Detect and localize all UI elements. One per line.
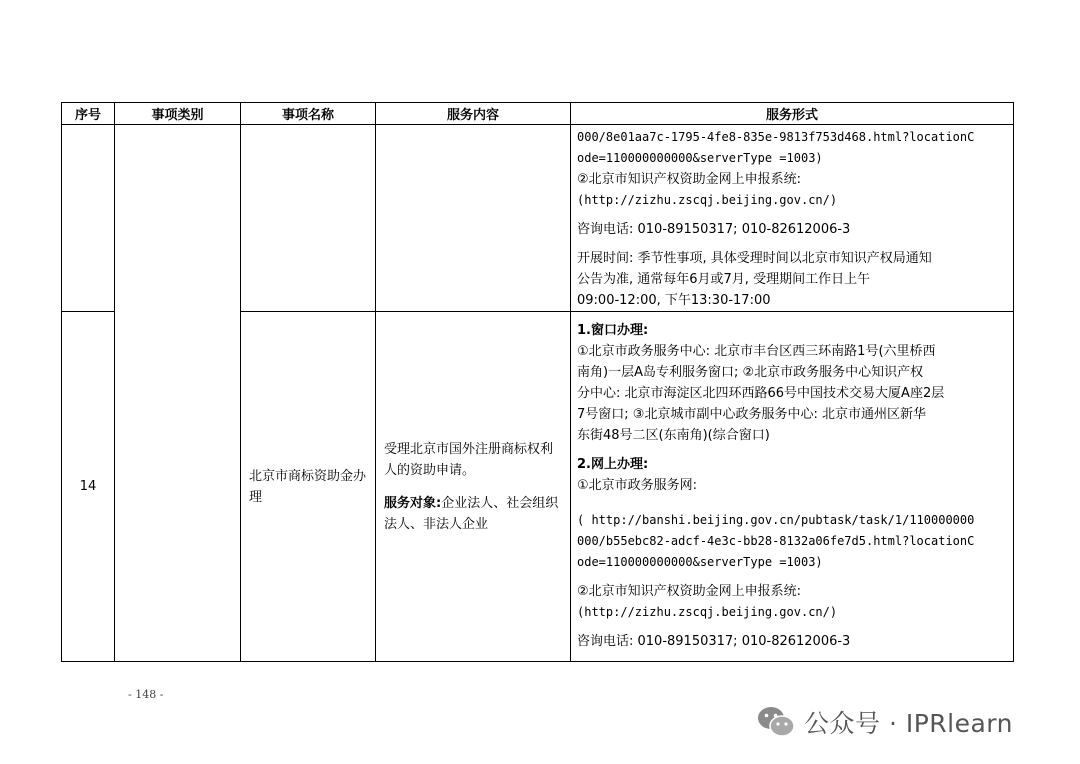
window-service-heading: 1.窗口办理: — [577, 323, 649, 338]
service-table — [61, 102, 1014, 662]
row1-content — [376, 125, 571, 312]
online-url-line-1: ( http://banshi.beijing.gov.cn/pubtask/task/1/110000000 — [577, 513, 975, 527]
row2-content-cell — [376, 312, 571, 662]
table-row — [62, 125, 1014, 312]
window-service-line-5: 东街48号二区(东南角)(综合窗口) — [577, 428, 770, 443]
category-cell — [115, 125, 241, 662]
row2-service-target — [376, 493, 570, 535]
row1-form-cell — [571, 125, 1014, 312]
row1-index — [62, 125, 115, 312]
header-form: 服务形式 — [571, 103, 1014, 125]
row1-time-line-2: 公告为准, 通常每年6月或7月, 受理期间工作日上午 — [577, 272, 871, 287]
watermark-text: 公众号 · IPRlearn — [804, 709, 1013, 738]
online-url-line-3: ode=110000000000&serverType =1003) — [577, 555, 823, 569]
row1-url-line-2: ode=110000000000&serverType =1003) — [577, 151, 823, 165]
row2-index: 14 — [62, 312, 115, 662]
row2-name-cell — [241, 312, 376, 662]
online-service-heading: 2.网上办理: — [577, 457, 649, 472]
row2-form-cell — [571, 312, 1014, 662]
header-index: 序号 — [62, 103, 115, 125]
row2-system-title: ②北京市知识产权资助金网上申报系统: — [577, 584, 802, 599]
watermark — [756, 702, 1013, 742]
wechat-icon — [756, 705, 796, 739]
window-service-line-1: ①北京市政务服务中心: 北京市丰台区西三环南路1号(六里桥西 — [577, 344, 936, 359]
table-header-row — [62, 103, 1014, 125]
online-url-line-2: 000/b55ebc82-adcf-4e3c-bb28-8132a06fe7d5.html?locationC — [577, 534, 975, 548]
row1-name — [241, 125, 376, 312]
service-target-label: 服务对象: — [384, 495, 442, 511]
row2-phone: 咨询电话: 010-89150317; 010-82612006-3 — [577, 634, 851, 649]
window-service-line-4: 7号窗口; ③北京城市副中心政务服务中心: 北京市通州区新华 — [577, 407, 926, 422]
service-target-value: 企业法人、社会组织法人、非法人企业 — [384, 495, 559, 532]
row1-time-line-1: 开展时间: 季节性事项, 具体受理时间以北京市知识产权局通知 — [577, 251, 932, 266]
window-service-line-2: 南角)一层A岛专利服务窗口; ②北京市政务服务中心知识产权 — [577, 365, 924, 380]
online-service-portal: ①北京市政务服务网: — [577, 478, 698, 493]
row1-time-line-3: 09:00-12:00, 下午13:30-17:00 — [577, 293, 771, 308]
page-number: - 148 - — [128, 688, 164, 701]
row1-system-url: (http://zizhu.zscqj.beijing.gov.cn/) — [577, 193, 838, 207]
header-content: 服务内容 — [376, 103, 571, 125]
row1-system-title: ②北京市知识产权资助金网上申报系统: — [577, 172, 802, 187]
header-name: 事项名称 — [241, 103, 376, 125]
row2-system-url: (http://zizhu.zscqj.beijing.gov.cn/) — [577, 605, 838, 619]
row2-content-text: 受理北京市国外注册商标权利人的资助申请。 — [384, 441, 554, 478]
row2-name: 北京市商标资助金办理 — [249, 468, 367, 505]
row1-url-line-1: 000/8e01aa7c-1795-4fe8-835e-9813f753d468.html?locationC — [577, 130, 975, 144]
window-service-line-3: 分中心: 北京市海淀区北四环西路66号中国技术交易大厦A座2层 — [577, 386, 945, 401]
row1-phone: 咨询电话: 010-89150317; 010-82612006-3 — [577, 222, 851, 237]
header-category: 事项类别 — [115, 103, 241, 125]
